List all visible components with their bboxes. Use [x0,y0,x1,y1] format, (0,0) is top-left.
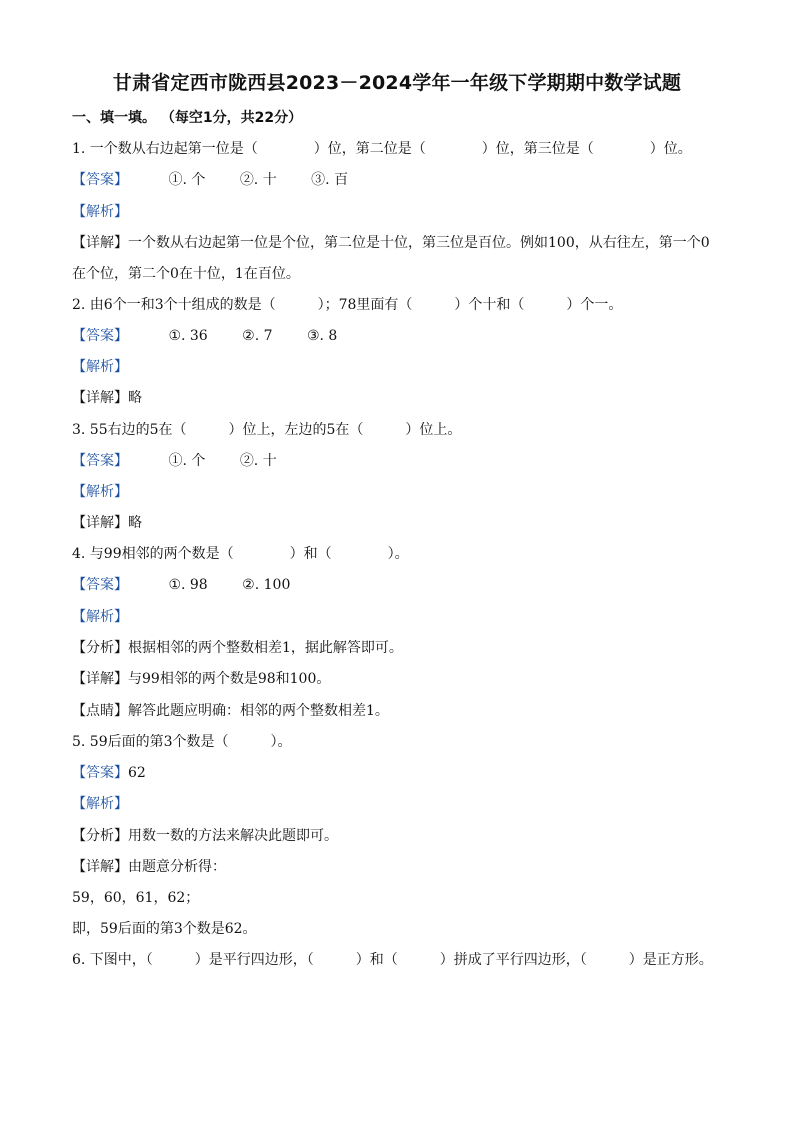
detail-2 [72,388,142,408]
answer-item: ③. 8 [306,328,338,344]
analysis-tag: 【解析】 [72,484,128,500]
detail-tag: 【详解】 [72,390,128,406]
detail-tag: 【详解】 [72,515,128,531]
question-5: 5. 59后面的第3个数是（ ）。 [72,734,292,750]
answer-item: ②. 100 [242,577,291,593]
detail-tag: 【详解】 [72,671,128,687]
answer-tag: 【答案】 [72,328,128,344]
question-4: 4. 与99相邻的两个数是（ ）和（ ）。 [72,546,409,562]
answer-5 [72,763,146,783]
remark-4 [72,701,389,721]
analysis-tag: 【解析】 [72,609,128,625]
detail-tag: 【详解】 [72,235,128,251]
section-heading: 一、填一填。 （每空1分，共22分） [72,110,303,126]
answer-3 [72,451,307,471]
answer-tag: 【答案】 [72,577,128,593]
question-2: 2. 由6个一和3个十组成的数是（ ）；78里面有（ ）个十和（ ）个一。 [72,297,623,313]
detail-1-continued: 在个位，第二个0在十位，1在百位。 [72,266,300,282]
dianjing-tag: 【点睛】 [72,703,128,719]
fenxi-text: 用数一数的方法来解决此题即可。 [128,828,338,844]
answer-item: ②. 十 [239,172,277,188]
question-6: 6. 下图中，（ ）是平行四边形，（ ）和（ ）拼成了平行四边形，（ ）是正方形。 [72,952,713,968]
answer-1 [72,170,378,190]
answer-item: 62 [128,765,146,781]
detail-tag: 【详解】 [72,859,128,875]
answer-tag: 【答案】 [72,453,128,469]
answer-4 [72,575,320,595]
answer-tag: 【答案】 [72,765,128,781]
answer-item: ②. 十 [239,453,277,469]
conclusion-5: 即，59后面的第3个数是62。 [72,921,257,937]
detail-text: 与99相邻的两个数是98和100。 [128,671,331,687]
question-1: 1. 一个数从右边起第一位是（ ）位，第二位是（ ）位，第三位是（ ）位。 [72,141,692,157]
answer-tag: 【答案】 [72,172,128,188]
answer-item: ①. 36 [168,328,208,344]
detail-3 [72,513,142,533]
detail-text: 略 [128,515,142,531]
analysis-5 [72,826,338,846]
answer-item: ③. 百 [311,172,349,188]
document-title: 甘肃省定西市陇西县2023－2024学年一年级下学期期中数学试题 [112,72,682,94]
answer-item: ①. 98 [168,577,208,593]
fenxi-tag: 【分析】 [72,640,128,656]
detail-1 [72,233,710,253]
question-3: 3. 55右边的5在（ ）位上，左边的5在（ ）位上。 [72,422,462,438]
answer-item: ①. 个 [168,172,206,188]
analysis-tag: 【解析】 [72,204,128,220]
fenxi-text: 根据相邻的两个整数相差1，据此解答即可。 [128,640,403,656]
answer-2 [72,326,367,346]
fenxi-tag: 【分析】 [72,828,128,844]
analysis-tag: 【解析】 [72,796,128,812]
detail-4 [72,669,330,689]
analysis-tag: 【解析】 [72,359,128,375]
answer-item: ①. 个 [168,453,206,469]
analysis-4 [72,638,403,658]
number-sequence: 59，60，61，62； [72,890,200,906]
detail-5 [72,857,226,877]
detail-text: 由题意分析得： [128,859,226,875]
detail-text: 略 [128,390,142,406]
detail-text: 一个数从右边起第一位是个位，第二位是十位，第三位是百位。例如100，从右往左，第一个0 [128,235,710,251]
answer-item: ②. 7 [242,328,273,344]
dianjing-text: 解答此题应明确：相邻的两个整数相差1。 [128,703,389,719]
